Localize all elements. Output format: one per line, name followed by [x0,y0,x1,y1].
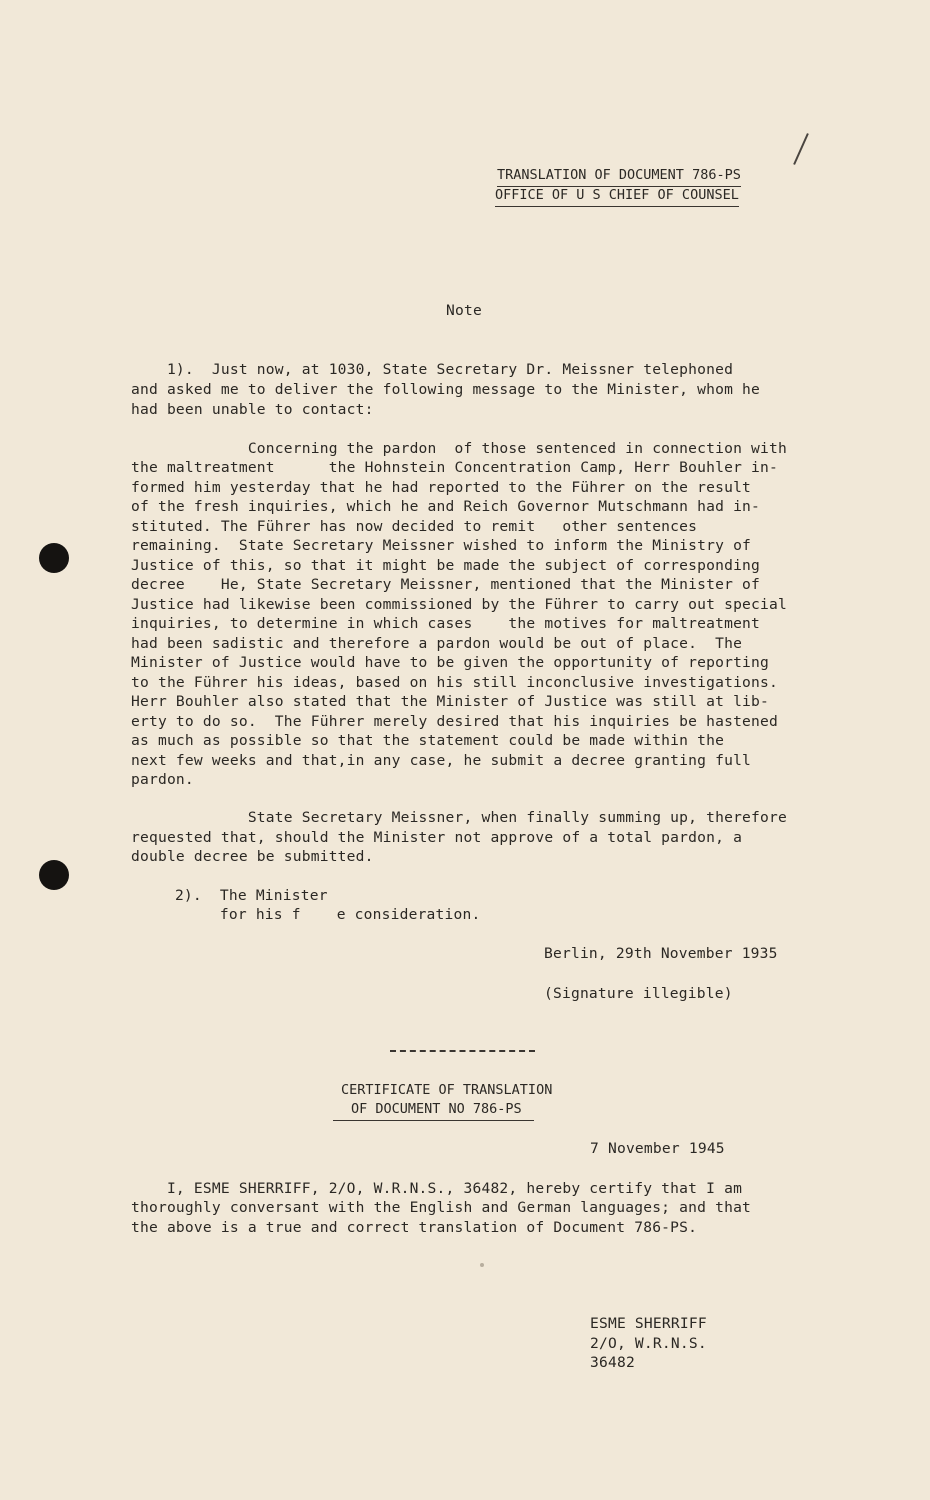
text-line: the maltreatment the Hohnstein Concentration Camp, Herr Bouhler in- [131,459,779,476]
place-date: Berlin, 29th November 1935 [544,945,778,962]
text-line: next few weeks and that,in any case, he submit a decree granting full [131,752,752,769]
text-line: had been sadistic and therefore a pardon would be out of place. The [131,635,743,652]
text-line: and asked me to deliver the following message to the Minister, whom he [131,381,761,398]
note-title: Note [446,302,482,319]
paper-speck [480,1263,484,1267]
text-line: requested that, should the Minister not approve of a total pardon, a [131,829,743,846]
text-line: thoroughly conversant with the English and German languages; and that [131,1199,752,1216]
text-line: inquiries, to determine in which cases the motives for maltreatment [131,615,761,632]
text-line: stituted. The Führer has now decided to remit other sentences [131,518,698,535]
certificate-title-line-2: OF DOCUMENT NO 786-PS [333,1100,534,1121]
text-line: Herr Bouhler also stated that the Minister of Justice was still at lib- [131,693,770,710]
text-line: Minister of Justice would have to be given the opportunity of reporting [131,654,770,671]
text-line: had been unable to contact: [131,401,374,418]
section-divider [390,1050,535,1052]
certificate-date: 7 November 1945 [590,1140,725,1157]
text-line: remaining. State Secretary Meissner wished to inform the Ministry of [131,537,752,554]
text-line: State Secretary Meissner, when finally summing up, therefore [131,809,787,826]
translator-rank: 2/O, W.R.N.S. [590,1335,707,1352]
text-line: as much as possible so that the statement could be made within the [131,732,725,749]
text-line: Justice of this, so that it might be made the subject of corresponding [131,557,761,574]
pencil-check-mark [793,133,809,165]
text-line: formed him yesterday that he had reported to the Führer on the result [131,479,752,496]
text-line: I, ESME SHERRIFF, 2/O, W.R.N.S., 36482, hereby certify that I am [131,1180,743,1197]
punch-hole-bottom [39,860,69,890]
text-line: double decree be submitted. [131,848,374,865]
text-line: the above is a true and correct translation of Document 786-PS. [131,1219,698,1236]
text-line: 1). Just now, at 1030, State Secretary Dr. Meissner telephoned [131,361,734,378]
header-line-1: TRANSLATION OF DOCUMENT 786-PS [497,166,741,187]
text-line: decree He, State Secretary Meissner, mentioned that the Minister of [131,576,761,593]
text-line: 2). The Minister [139,887,328,904]
text-line: erty to do so. The Führer merely desired that his inquiries be hastened [131,713,779,730]
text-line: for his f e consideration. [139,906,481,923]
translator-name: ESME SHERRIFF [590,1315,707,1332]
text-line: Concerning the pardon of those sentenced in connection with [131,440,787,457]
signature-note: (Signature illegible) [544,985,733,1002]
text-line: pardon. [131,771,194,788]
text-line: of the fresh inquiries, which he and Reich Governor Mutschmann had in- [131,498,761,515]
text-line: to the Führer his ideas, based on his still inconclusive investigations. [131,674,779,691]
translator-number: 36482 [590,1354,635,1371]
punch-hole-top [39,543,69,573]
certificate-title-line-1: CERTIFICATE OF TRANSLATION [341,1082,553,1098]
header-line-2: OFFICE OF U S CHIEF OF COUNSEL [495,186,739,207]
text-line: Justice had likewise been commissioned by the Führer to carry out special [131,596,787,613]
